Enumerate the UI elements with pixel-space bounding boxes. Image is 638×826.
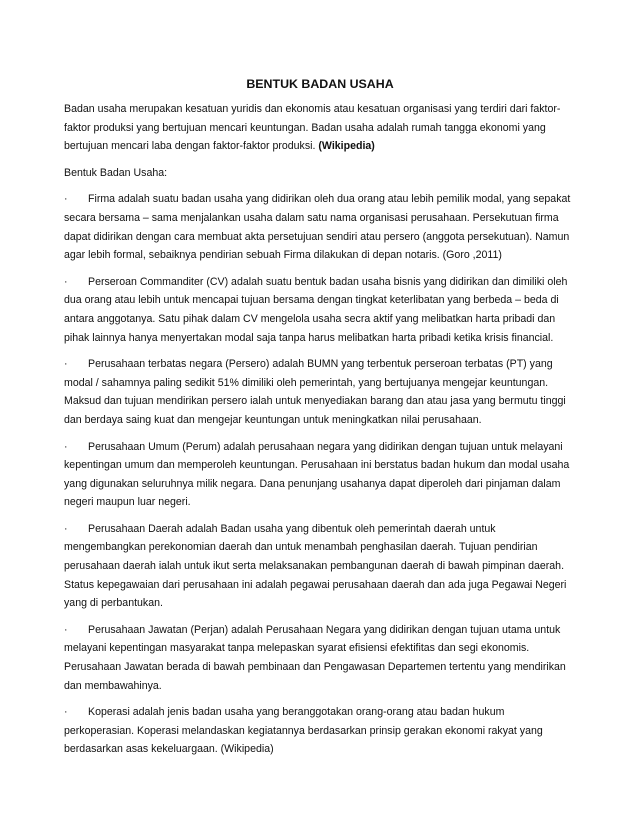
list-item-perusahaan-daerah (64, 520, 576, 613)
bullet-icon: · (64, 193, 68, 206)
bullet-icon: · (64, 440, 68, 453)
section-subheading: Bentuk Badan Usaha: (64, 166, 168, 179)
bullet-icon: · (64, 358, 68, 371)
document-title: BENTUK BADAN USAHA (246, 77, 394, 91)
bullet-icon: · (64, 275, 68, 288)
list-item-text: Firma adalah suatu badan usaha yang didirikan oleh dua orang atau lebih pemilik modal, yang sepakat secara bersama – sama menjalankan usaha dalam satu nama organisasi perusahaan. Persekutuan firma dapat didirikan dengan cara membuat akta persetujuan sendiri atau persero (anggota persekutuan). Namun agar lebih formal, sebaiknya pendirian sebuah Firma dilakukan di depan notaris. (Goro ,2011) (64, 193, 571, 262)
document-page (64, 76, 576, 767)
list-item-text: Perusahaan Umum (Perum) adalah perusahaan negara yang didirikan dengan tujuan untuk melayani kepentingan umum dan memperoleh keuntungan. Perusahaan ini berstatus badan hukum dan modal usaha yang digunakan seluruhnya milik negara. Dana penunjang usahanya dapat diperoleh dari pinjaman dalam negeri maupun luar negeri. (64, 440, 570, 509)
list-item-persero (64, 355, 576, 429)
intro-source: (Wikipedia) (318, 140, 375, 153)
list-item-text: Perusahaan Daerah adalah Badan usaha yang dibentuk oleh pemerintah daerah untuk mengembangkan perekonomian daerah dan untuk menambah penghasilan daerah. Tujuan pendirian perusahaan daerah ialah untuk ikut serta melaksanakan pembangunan daerah di bawah pimpinan daerah. Status kepegawaian dari perusahaan ini adalah pegawai perusahaan daerah dan ada juga Pegawai Negeri yang di perbantukan. (64, 522, 567, 610)
list-item-perum (64, 438, 576, 512)
list-item-text: Koperasi adalah jenis badan usaha yang beranggotakan orang-orang atau badan hukum perkoperasian. Koperasi melandaskan kegiatannya berdasarkan prinsip gerakan ekonomi rakyat yang berdasarkan asas kekeluargaan. (Wikipedia) (64, 706, 543, 756)
list-item-firma (64, 190, 576, 264)
list-item-perjan (64, 621, 576, 695)
list-item-koperasi (64, 703, 576, 759)
list-item-cv (64, 273, 576, 347)
bullet-icon: · (64, 522, 68, 535)
intro-text: Badan usaha merupakan kesatuan yuridis dan ekonomis atau kesatuan organisasi yang terdiri dari faktor-faktor produksi yang bertujuan mencari keuntungan. Badan usaha adalah rumah tangga ekonomi yang bertujuan mencari laba dengan faktor-faktor produksi. (64, 103, 561, 153)
list-item-text: Perseroan Commanditer (CV) adalah suatu bentuk badan usaha bisnis yang didirikan dan dimiliki oleh dua orang atau lebih untuk mencapai tujuan bersama dengan tingkat keterlibatan yang berbeda – beda di antara anggotanya. Satu pihak dalam CV mengelola usaha secra aktif yang melibatkan harta pribadi dan pihak lainnya hanya menyertakan modal saja tanpa harus melibatkan harta pribadi ketika krisis financial. (64, 275, 568, 344)
bullet-icon: · (64, 706, 68, 719)
bullet-icon: · (64, 623, 68, 636)
list-item-text: Perusahaan Jawatan (Perjan) adalah Perusahaan Negara yang didirikan dengan tujuan utama untuk melayani kepentingan masyarakat tanpa melepaskan syarat efisiensi efektifitas dan segi ekonomis. Perusahaan Jawatan berada di bawah pembinaan dan Pengawasan Departemen tertentu yang mendirikan dan membawahinya. (64, 623, 566, 692)
list-item-text: Perusahaan terbatas negara (Persero) adalah BUMN yang terbentuk perseroan terbatas (PT) yang modal / sahamnya paling sedikit 51% dimiliki oleh pemerintah, yang bertujuanya mengejar keuntungan. Maksud dan tujuan mendirikan persero ialah untuk menyediakan barang dan atau jasa yang bermutu tinggi dan berdaya saing kuat dan mengejar keuntungan untuk meningkatkan nilai perusahaan. (64, 358, 566, 426)
intro-paragraph (64, 100, 576, 156)
